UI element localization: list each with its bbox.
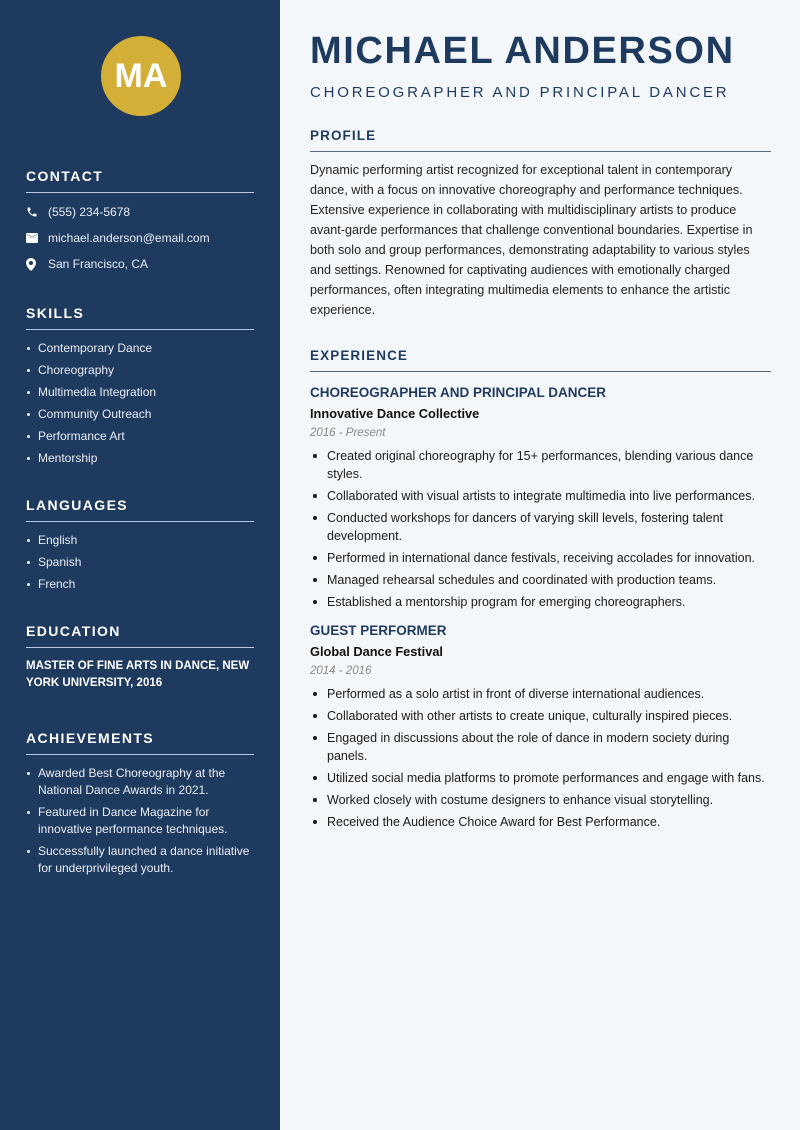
phone-icon (26, 206, 48, 218)
job-role: GUEST PERFORMER (310, 623, 447, 638)
skill-item: Choreography (26, 362, 254, 379)
job-bullet: Collaborated with visual artists to integrate multimedia into live performances. (310, 487, 771, 505)
avatar (101, 36, 181, 116)
contact-location (26, 251, 254, 277)
profile-heading: PROFILE (310, 128, 771, 152)
candidate-name: MICHAEL ANDERSON (310, 30, 735, 72)
languages-section (26, 497, 254, 598)
languages-heading: LANGUAGES (26, 497, 254, 522)
skill-item: Multimedia Integration (26, 384, 254, 401)
skill-item: Community Outreach (26, 406, 254, 423)
skills-section (26, 305, 254, 472)
contact-phone-text: (555) 234-5678 (48, 205, 131, 219)
achievements-section (26, 730, 254, 882)
profile-text: Dynamic performing artist recognized for exceptional talent in contemporary dance, with a focus on innovative choreography and performance techniques. Extensive experience in collaborating with multidisciplinary artists to produce avant-garde performances that challenge conventional boundaries. Expertise in both solo and group performances, demonstrating adaptability to various styles and settings. Renowned for captivating audiences with emotionally charged performances, often integrating multimedia elements to enhance the artistic experience. (310, 163, 753, 317)
job-bullet: Managed rehearsal schedules and coordinated with production teams. (310, 571, 771, 589)
contact-email[interactable] (26, 225, 254, 251)
job-bullet: Performed in international dance festivals, receiving accolades for innovation. (310, 549, 771, 567)
email-icon (26, 233, 48, 243)
achievement-item: Awarded Best Choreography at the National Dance Awards in 2021. (26, 765, 254, 799)
skills-heading: SKILLS (26, 305, 254, 330)
skills-list (26, 340, 254, 467)
language-item: Spanish (26, 554, 254, 571)
experience-heading: EXPERIENCE (310, 348, 771, 372)
job-bullet: Established a mentorship program for emerging choreographers. (310, 593, 771, 611)
skill-item: Mentorship (26, 450, 254, 467)
achievements-list (26, 765, 254, 877)
language-item: English (26, 532, 254, 549)
experience-section (310, 348, 771, 835)
location-icon (26, 258, 48, 271)
contact-location-text: San Francisco, CA (48, 257, 149, 271)
job-bullet: Engaged in discussions about the role of dance in modern society during panels. (310, 729, 771, 765)
job-dates: 2014 - 2016 (310, 665, 372, 677)
languages-list (26, 532, 254, 593)
skill-item: Contemporary Dance (26, 340, 254, 357)
job-bullet: Conducted workshops for dancers of varying skill levels, fostering talent development. (310, 509, 771, 545)
job-bullet: Utilized social media platforms to promote performances and engage with fans. (310, 769, 771, 787)
education-entry: MASTER OF FINE ARTS IN DANCE, NEW YORK UNIVERSITY, 2016 (26, 660, 250, 689)
skill-item: Performance Art (26, 428, 254, 445)
job-bullet: Worked closely with costume designers to enhance visual storytelling. (310, 791, 771, 809)
job-entry (310, 623, 771, 831)
job-entry (310, 385, 771, 611)
job-bullet: Performed as a solo artist in front of diverse international audiences. (310, 685, 771, 703)
achievement-item: Successfully launched a dance initiative for underprivileged youth. (26, 843, 254, 877)
job-company: Innovative Dance Collective (310, 406, 480, 421)
contact-section (26, 168, 254, 277)
contact-phone[interactable] (26, 199, 254, 225)
sidebar (0, 0, 280, 1130)
job-bullets (310, 685, 771, 831)
contact-email-text: michael.anderson@email.com (48, 231, 210, 245)
job-dates: 2016 - Present (310, 427, 386, 439)
job-bullet: Collaborated with other artists to create unique, culturally inspired pieces. (310, 707, 771, 725)
job-company: Global Dance Festival (310, 644, 443, 659)
avatar-initials: MA (114, 56, 168, 95)
job-bullet: Created original choreography for 15+ performances, blending various dance styles. (310, 447, 771, 483)
education-heading: EDUCATION (26, 623, 254, 648)
language-item: French (26, 576, 254, 593)
achievements-heading: ACHIEVEMENTS (26, 730, 254, 755)
candidate-title: CHOREOGRAPHER AND PRINCIPAL DANCER (310, 84, 730, 101)
contact-heading: CONTACT (26, 168, 254, 193)
job-bullet: Received the Audience Choice Award for Best Performance. (310, 813, 771, 831)
achievement-item: Featured in Dance Magazine for innovative performance techniques. (26, 804, 254, 838)
profile-section (310, 128, 771, 320)
job-role: CHOREOGRAPHER AND PRINCIPAL DANCER (310, 385, 607, 400)
education-section (26, 623, 254, 692)
job-bullets (310, 447, 771, 611)
